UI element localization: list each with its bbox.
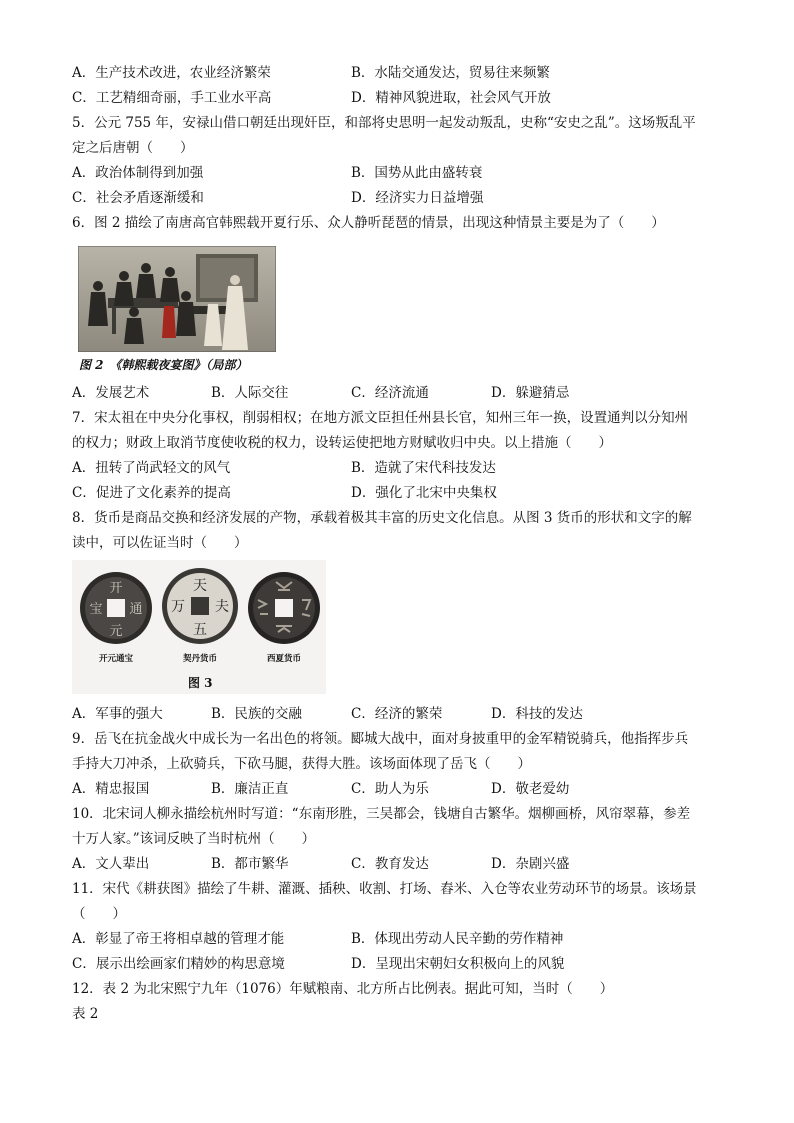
coin2-char-left: 万 (171, 599, 185, 615)
coin1-char-top: 开 (109, 581, 123, 596)
q5-option-a[interactable]: A．政治体制得到加强 (72, 165, 204, 181)
coin2-char-bottom: 五 (193, 622, 207, 638)
coin-xixia (248, 572, 320, 644)
q9-option-b[interactable]: B．廉洁正直 (211, 781, 289, 797)
q7-option-b[interactable]: B．造就了宋代科技发达 (351, 460, 496, 476)
coins-figure (72, 560, 326, 694)
coin-kaiyuan (80, 572, 152, 644)
painting-image (78, 246, 276, 352)
q5-option-d[interactable]: D．经济实力日益增强 (351, 190, 484, 206)
table2-label: 表 2 (72, 1006, 99, 1022)
coin1-char-left: 宝 (89, 602, 103, 617)
han-xizai-painting-figure (78, 246, 276, 352)
q9-option-d[interactable]: D．敬老爱幼 (491, 781, 570, 797)
q9-stem-line2: 手持大刀冲杀，上砍骑兵，下砍马腿，获得大胜。该场面体现了岳飞（ ） (72, 756, 531, 772)
q9-stem-line1: 9．岳飞在抗金战火中成长为一名出色的将领。郾城大战中，面对身披重甲的金军精锐骑兵，他指挥步兵 (72, 731, 689, 747)
q10-stem-line1: 10．北宋词人柳永描绘杭州时写道：“东南形胜，三吴都会，钱塘自古繁华。烟柳画桥，风帘翠幕，参差 (72, 806, 691, 822)
q6-option-c[interactable]: C．经济流通 (351, 385, 429, 401)
q11-option-d[interactable]: D．呈现出宋朝妇女积极向上的风貌 (351, 956, 565, 972)
coin2-label: 契丹货币 (182, 654, 217, 664)
q7-option-c[interactable]: C．促进了文化素养的提高 (72, 485, 231, 501)
q8-option-a[interactable]: A．军事的强大 (72, 706, 163, 722)
q7-stem-line1: 7．宋太祖在中央分化事权，削弱相权；在地方派文臣担任州县长官，知州三年一换，设置通判以分知州 (72, 410, 689, 426)
q8-option-d[interactable]: D．科技的发达 (491, 706, 583, 722)
q10-option-c[interactable]: C．教育发达 (351, 856, 429, 872)
q5-option-c[interactable]: C．社会矛盾逐渐缓和 (72, 190, 204, 206)
q10-option-a[interactable]: A．文人辈出 (72, 856, 150, 872)
coin1-label: 开元通宝 (98, 654, 133, 664)
q4-option-a[interactable]: A．生产技术改进，农业经济繁荣 (72, 65, 271, 81)
q11-option-b[interactable]: B．体现出劳动人民辛勤的劳作精神 (351, 931, 564, 947)
q10-option-b[interactable]: B．都市繁华 (211, 856, 289, 872)
q5-stem-line1: 5．公元 755 年，安禄山借口朝廷出现奸臣，和部将史思明一起发动叛乱，史称“安史之乱”。这场叛乱平 (72, 115, 696, 131)
q9-option-a[interactable]: A．精忠报国 (72, 781, 150, 797)
q10-option-d[interactable]: D．杂剧兴盛 (491, 856, 570, 872)
coin2-char-right: 夫 (215, 599, 229, 615)
q8-stem-line1: 8．货币是商品交换和经济发展的产物，承载着极其丰富的历史文化信息。从图 3 货币的形状和文字的解 (72, 510, 692, 526)
q11-option-a[interactable]: A．彰显了帝王将相卓越的管理才能 (72, 931, 285, 947)
q10-stem-line2: 十万人家。”该词反映了当时杭州（ ） (72, 831, 316, 847)
figure3-caption: 图 3 (188, 676, 213, 690)
q11-stem-line1: 11．宋代《耕获图》描绘了牛耕、灌溉、插秧、收割、打场、舂米、入仓等农业劳动环节的场景。该场景 (72, 881, 697, 897)
coin-khitan (162, 568, 238, 644)
q6-option-a[interactable]: A．发展艺术 (72, 385, 150, 401)
q5-stem-line2: 定之后唐朝（ ） (72, 140, 194, 156)
q4-option-c[interactable]: C．工艺精细奇丽，手工业水平高 (72, 90, 272, 106)
q11-stem-line2: （ ） (72, 906, 126, 922)
q9-option-c[interactable]: C．助人为乐 (351, 781, 429, 797)
q6-stem: 6．图 2 描绘了南唐高官韩熙载开夏行乐、众人静听琵琶的情景，出现这种情景主要是为了（ ） (72, 215, 665, 231)
coin3-label: 西夏货币 (266, 654, 301, 664)
q12-stem: 12．表 2 为北宋熙宁九年（1076）年赋粮南、北方所占比例表。据此可知，当时（ ） (72, 981, 614, 997)
q7-stem-line2: 的权力；财政上取消节度使收税的权力，设转运使把地方财赋收归中央。以上措施（ ） (72, 435, 612, 451)
q11-option-c[interactable]: C．展示出绘画家们精妙的构思意境 (72, 956, 285, 972)
q8-option-b[interactable]: B．民族的交融 (211, 706, 302, 722)
q4-option-d[interactable]: D．精神风貌进取，社会风气开放 (351, 90, 551, 106)
q6-option-b[interactable]: B．人际交往 (211, 385, 289, 401)
q5-option-b[interactable]: B．国势从此由盛转衰 (351, 165, 483, 181)
q6-option-d[interactable]: D．躲避猜忌 (491, 385, 570, 401)
q8-option-c[interactable]: C．经济的繁荣 (351, 706, 443, 722)
coin1-char-right: 通 (129, 602, 143, 617)
q7-option-d[interactable]: D．强化了北宋中央集权 (351, 485, 497, 501)
q7-option-a[interactable]: A．扭转了尚武轻文的风气 (72, 460, 231, 476)
figure2-caption: 图 2 《韩熙载夜宴图》（局部） (79, 358, 248, 372)
q4-option-b[interactable]: B．水陆交通发达，贸易往来频繁 (351, 65, 550, 81)
coin2-char-top: 天 (193, 578, 207, 594)
coin1-char-bottom: 元 (109, 624, 123, 639)
q8-stem-line2: 读中，可以佐证当时（ ） (72, 535, 248, 551)
